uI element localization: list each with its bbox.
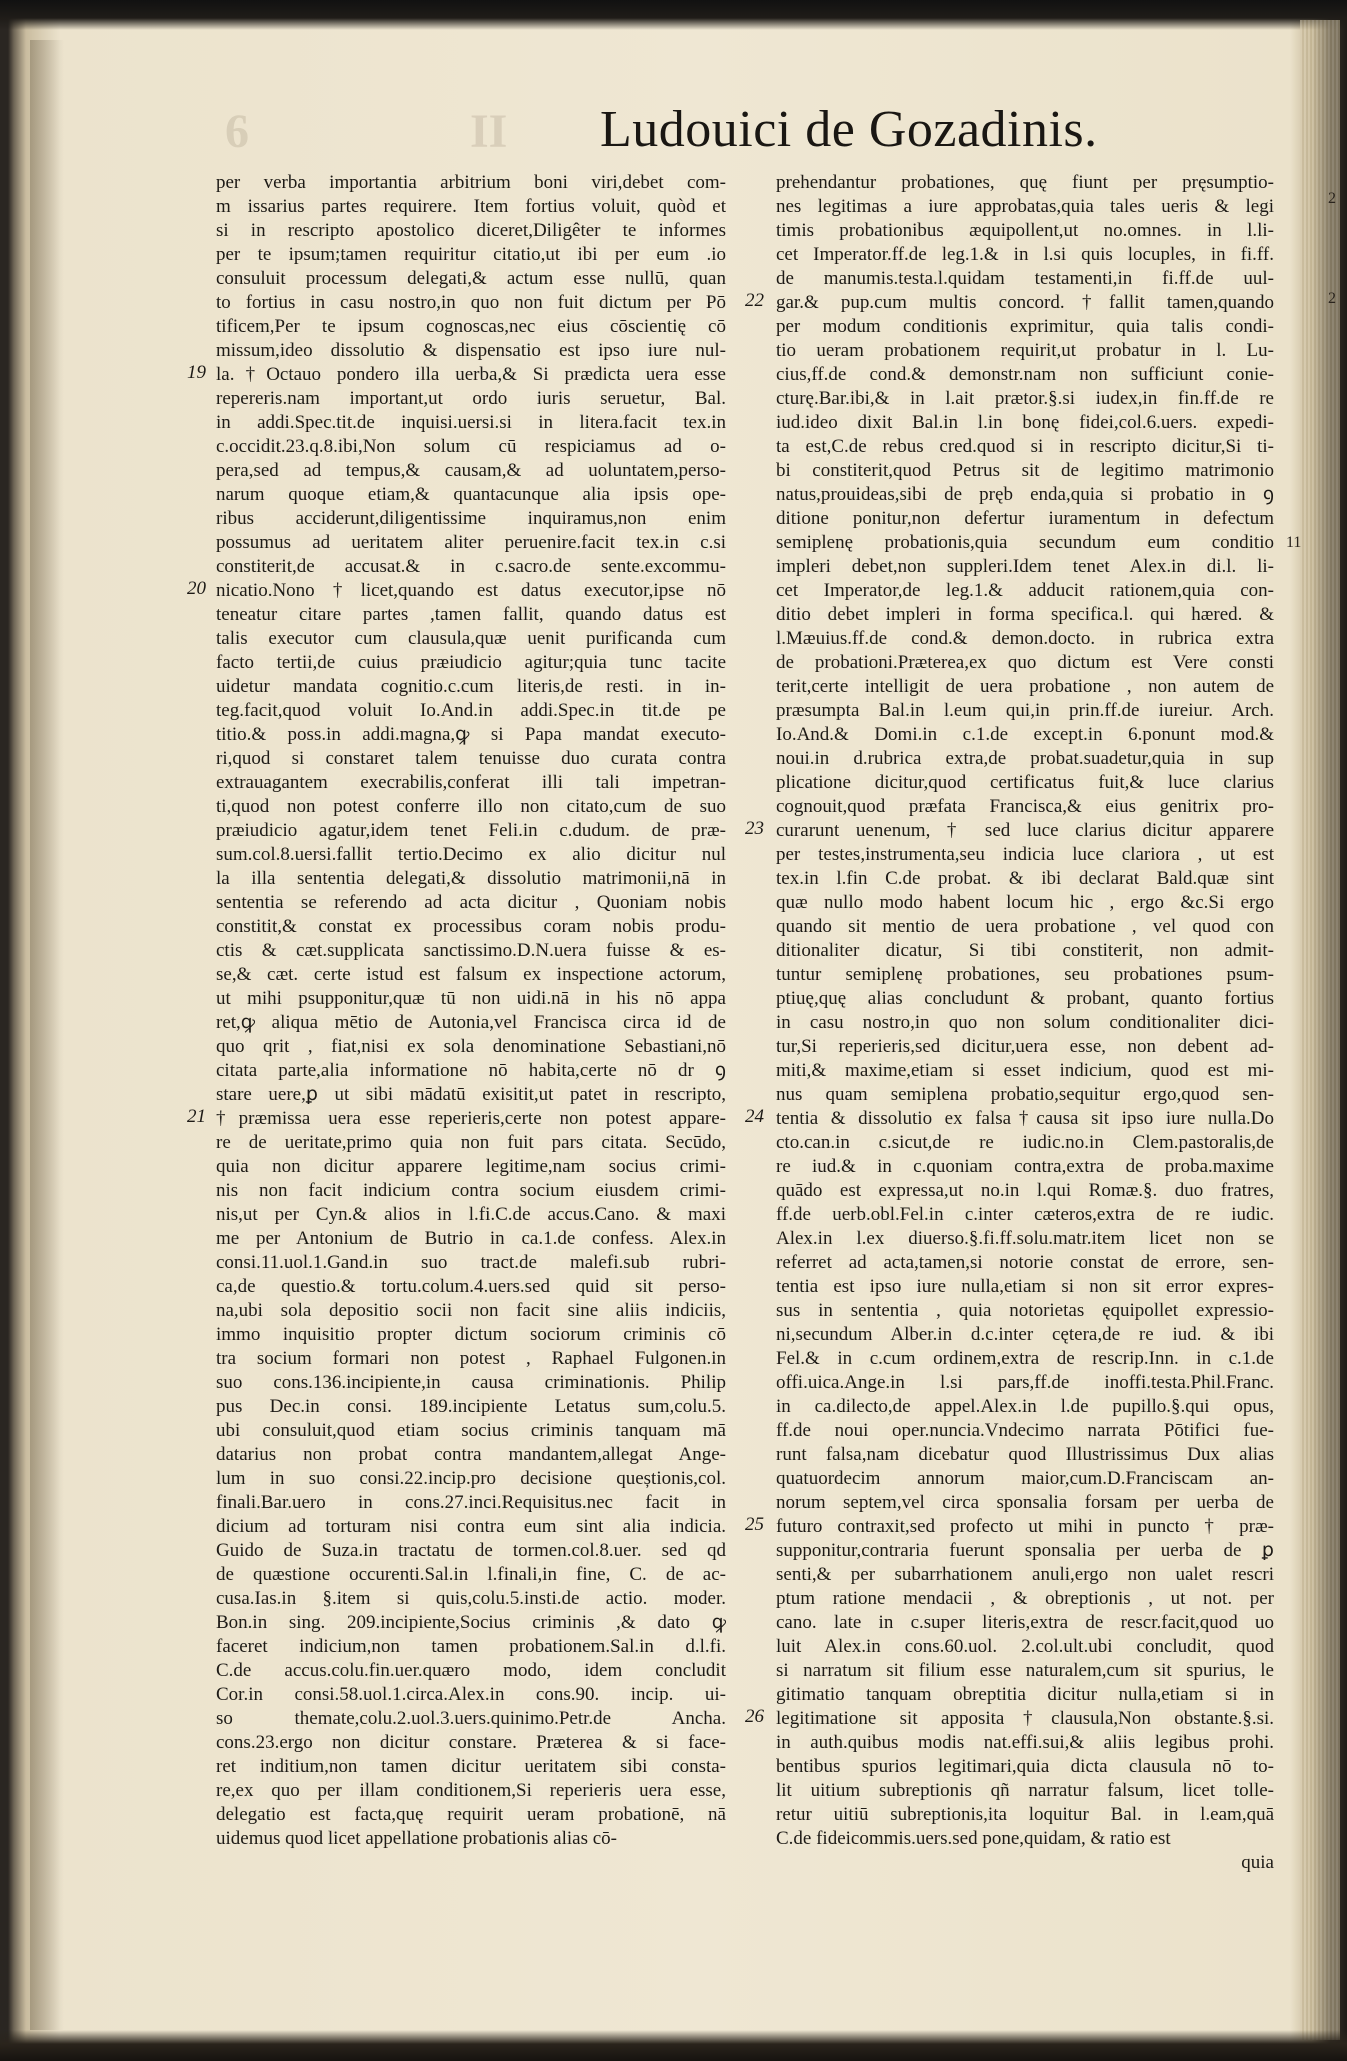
text-line: ctis & cæt.supplicata sanctissimo.D.N.uera fuisse & es- [216,940,726,961]
text-line: extrauagantem execrabilis,conferat illi tali impetran- [216,772,726,793]
text-line: C.de accus.colu.fin.uer.quæro modo, idem concludit [216,1660,726,1681]
text-line: Io.And.& Domi.in c.1.de except.in 6.ponunt mod.& [776,724,1274,745]
text-line: natus,prouideas,sibi de pręb enda,quia si probatio in ꝯ [776,484,1274,505]
text-line: futuro contraxit,sed profecto ut mihi in puncto † præ- [776,1516,1274,1537]
text-line: Fel.& in c.cum ordinem,extra de rescrip.Inn. in c.1.de [776,1348,1274,1369]
margin-number: 21 [187,1106,206,1127]
text-line: quādo est expressa,ut no.in l.qui Romæ.§. duo fratres, [776,1180,1274,1201]
text-line: miti,& maxime,etiam si esset indicium, quod est mi- [776,1060,1274,1081]
margin-number: 26 [745,1706,764,1727]
gutter-fold [30,40,64,2030]
text-line: per modum conditionis exprimitur, quia talis condi- [776,316,1274,337]
text-line: consuluit processum delegati,& actum esse nullū, quan [216,268,726,289]
text-line: tio ueram probationem requirit,ut probatur in l. Lu- [776,340,1274,361]
left-column [216,171,726,1851]
text-line: in addi.Spec.tit.de inquisi.uersi.si in litera.facit tex.in [216,412,726,433]
text-line: finali.Bar.uero in cons.27.inci.Requisitus.nec facit in [216,1492,726,1513]
text-line: me per Antonium de Butrio in ca.1.de confess. Alex.in [216,1228,726,1249]
text-line: ut mihi psupponitur,quæ tū non uidi.nā in his nō appa [216,988,726,1009]
text-line: l.Mæuius.ff.de cond.& demon.docto. in rubrica extra [776,628,1274,649]
text-line: faceret indicium,non tamen probationem.Sal.in d.l.fi. [216,1636,726,1657]
text-line: titio.& poss.in addi.magna,ꝙ si Papa mandat executo- [216,724,726,745]
text-line: ret inditium,non tamen dicitur ueritatem sibi consta- [216,1756,726,1777]
text-line: ni,secundum Alber.in d.c.inter cętera,de re iud. & ibi [776,1324,1274,1345]
text-line: la.†Octauo pondero illa uerba,& Si prædicta uera esse [216,364,726,385]
text-line: ptum ratione mendacii , & obreptionis , ut not. per [776,1588,1274,1609]
text-line: ribus acciderunt,diligentissime inquiramus,non enim [216,508,726,529]
margin-number: 23 [745,818,764,839]
text-line: luit Alex.in cons.60.uol. 2.col.ult.ubi concludit, quod [776,1636,1274,1657]
text-line: datarius non probat contra mandantem,allegat Ange- [216,1444,726,1465]
text-line: plicatione dicitur,quod certificatus fuit,& luce clarius [776,772,1274,793]
text-line: de manumis.testa.l.quidam testamenti,in fi.ff.de uul- [776,268,1274,289]
text-line: in casu nostro,in quo non solum conditionaliter dici- [776,1012,1274,1033]
text-line: nis,ut per Cyn.& alios in l.fi.C.de accus.Cano. & maxi [216,1204,726,1225]
text-line: timis probationibus æquipollent,ut no.omnes. in l.li- [776,220,1274,241]
margin-number: 25 [745,1514,764,1535]
text-line: præiudicio agatur,idem tenet Feli.in c.dudum. de præ- [216,820,726,841]
text-line: noui.in d.rubrica extra,de probat.suadetur,quia in sup [776,748,1274,769]
text-line: nes legitimas a iure approbatas,quia tales ueris & legi [776,196,1274,217]
text-line: nicatio.Nono†licet,quando est datus executor,ipse nō [216,580,726,601]
text-line: delegatio est facta,quę requirit ueram probationē, nā [216,1804,726,1825]
text-line: re iud.& in c.quoniam contra,extra de proba.maxime [776,1156,1274,1177]
margin-number: 24 [745,1106,764,1127]
text-line: quia non dicitur apparere legitime,nam socius crimi- [216,1156,726,1177]
text-line: uidemus quod licet appellatione probationis alias cō- [216,1828,618,1849]
text-line: quando sit mentio de uera probatione , vel quod con [776,916,1274,937]
margin-number: 22 [745,290,764,311]
text-line: C.de fideicommis.uers.sed pone,quidam, & ratio est [776,1828,1171,1849]
text-line: ff.de noui oper.nuncia.Vndecimo narrata Pōtifici fue- [776,1420,1274,1441]
show-through-numeral: II [470,105,508,158]
text-line: cusa.Ias.in §.item si quis,colu.5.insti.de actio. moder. [216,1588,726,1609]
text-line: consi.11.uol.1.Gand.in suo tract.de malefi.sub rubri- [216,1252,726,1273]
text-line: ditione ponitur,non defertur iuramentum in defectum [776,508,1274,529]
text-line: gar.& pup.cum multis concord.†fallit tamen,quando [776,292,1274,313]
text-line: de quæstione occurenti.Sal.in l.finali,in fine, C. de ac- [216,1564,726,1585]
text-line: cognouit,quod præfata Francisca,& eius genitrix pro- [776,796,1274,817]
text-line: pus Dec.in consi. 189.incipiente Letatus sum,colu.5. [216,1396,726,1417]
text-line: tentia & dissolutio ex falsa†causa sit ipso iure nulla.Do [776,1108,1274,1129]
text-line: tuntur semiplenę probationes, seu probationes psum- [776,964,1274,985]
text-line: si in rescripto apostolico diceret,Diligêter te informes [216,220,726,241]
text-line: Cor.in consi.58.uol.1.circa.Alex.in cons.90. incip. ui- [216,1684,726,1705]
text-line: possumus ad ueritatem aliter peruenire.facit tex.in c.si [216,532,726,553]
page-edges [1300,20,1340,2040]
text-line: per testes,instrumenta,seu indicia luce clariora , ut est [776,844,1274,865]
text-line: immo inquisitio propter dictum sociorum criminis cō [216,1324,726,1345]
text-line: Alex.in l.ex diuerso.§.fi.ff.solu.matr.item licet non se [776,1228,1274,1249]
top-shadow [0,0,1347,30]
text-line: citata parte,alia informatione nō habita,certe nō dr ꝯ [216,1060,726,1081]
text-line: cius,ff.de cond.& demonstr.nam non sufficiunt conie- [776,364,1274,385]
text-line: cano. late in c.super literis,extra de rescr.facit,quod uo [776,1612,1274,1633]
text-line: referret ad acta,tamen,si notorie constat de errore, sen- [776,1252,1274,1273]
text-line: impleri debet,non suppleri.Idem tenet Alex.in di.l. li- [776,556,1274,577]
text-line: na,ubi sola depositio socii non facit sine aliis indiciis, [216,1300,726,1321]
text-line: nus quam semiplena probatio,sequitur ergo,quod sen- [776,1084,1274,1105]
text-line: quæ nullo modo habent locum hic , ergo &c.Si ergo [776,892,1274,913]
text-line: terit,certe intelligit de uera probatione , non autem de [776,676,1274,697]
running-head: Ludouici de Gozadinis. [600,101,1098,158]
text-line: sententia se referendo ad acta dicitur , Quoniam nobis [216,892,726,913]
text-line: nis non facit indicium contra socium eiusdem crimi- [216,1180,726,1201]
text-line: Guido de Suza.in tractatu de tormen.col.8.uer. sed qd [216,1540,726,1561]
text-line: re de ueritate,primo quia non fuit pars citata. Secūdo, [216,1132,726,1153]
show-through-numeral-right: 6 [225,105,249,158]
text-line: la illa sententia delegati,& dissolutio matrimonii,nā in [216,868,726,889]
right-column [776,171,1274,1875]
catchword: quia [1241,1852,1274,1873]
text-line: in ca.dilecto,de appel.Alex.in l.de pupillo.§.qui opus, [776,1396,1274,1417]
text-line: si narratum sit filium esse naturalem,cum sit spurius, le [776,1660,1274,1681]
text-line: teneatur citare partes ,tamen fallit, quando datus est [216,604,726,625]
text-line: cturę.Bar.ibi,& in l.ait prætor.§.si iudex,in fin.ff.de re [776,388,1274,409]
text-line: cet Imperator.ff.de leg.1.& in l.si quis locuples, in fi.ff. [776,244,1274,265]
text-line: præsumpta Bal.in l.eum qui,in prin.ff.de iureiur. Arch. [776,700,1274,721]
text-line: narum quoque etiam,& quantacunque alia ipsis ope- [216,484,726,505]
text-line: retur uitiū subreptionis,ita loquitur Bal. in l.eam,quā [776,1804,1274,1825]
facing-page-mark: 11 [1286,534,1302,551]
text-line: gitimatio tanquam obreptitia dicitur nulla,etiam si in [776,1684,1274,1705]
text-line: ptiuę,quę alias concludunt & probant, quanto fortius [776,988,1274,1009]
text-line: ditionaliter dicatur, Si tibi constiterit, non admit- [776,940,1274,961]
text-line: tra socium formari non potest , Raphael Fulgonen.in [216,1348,726,1369]
text-line: lit uitium subreptionis qñ narratur falsum, licet tolle- [776,1780,1274,1801]
text-line: tentia est ipso iure nulla,etiam si non sit error expres- [776,1276,1274,1297]
text-line: facto tertii,de cuius præiudicio agitur;quia tunc tacite [216,652,726,673]
text-line: Bon.in sing. 209.incipiente,Socius criminis ,& dato ꝙ [216,1612,726,1633]
text-line: tificem,Per te ipsum cognoscas,nec eius cōscientię cō [216,316,726,337]
text-line: repereris.nam important,ut ordo iuris seruetur, Bal. [216,388,726,409]
text-line: offi.uica.Ange.in l.si pars,ff.de inoffi.testa.Phil.Franc. [776,1372,1274,1393]
text-line: ditio debet impleri in forma specifica.l. qui hæred. & [776,604,1274,625]
text-line: bentibus spurios legitimari,quia dicta clausula nō to- [776,1756,1274,1777]
text-line: ri,quod si constaret talem tenuisse duo curata contra [216,748,726,769]
margin-number: 20 [187,578,206,599]
text-line: quatuordecim annorum maior,cum.D.Franciscam an- [776,1468,1274,1489]
text-line: ret,ꝙ aliqua mētio de Autonia,vel Francisca circa id de [216,1012,726,1033]
text-line: sum.col.8.uersi.fallit tertio.Decimo ex alio dicitur nul [216,844,726,865]
text-line: tur,Si reperieris,sed dicitur,uera esse, non debent ad- [776,1036,1274,1057]
text-line: talis executor cum clausula,quæ uenit purificanda cum [216,628,726,649]
text-line: supponitur,contraria fuerunt sponsalia per uerba de ꝑ [776,1540,1274,1561]
bottom-shadow [0,2030,1347,2061]
text-line: se,& cæt. certe istud est falsum ex inspectione actorum, [216,964,726,985]
text-line: lum in suo consi.22.incip.pro decisione queștionis,col. [216,1468,726,1489]
text-line: prehendantur probationes, quę fiunt per pręsumptio- [776,172,1274,193]
text-line: suo cons.136.incipiente,in causa criminationis. Philip [216,1372,726,1393]
text-line: legitimatione sit apposita†clausula,Non obstante.§.si. [776,1708,1274,1729]
text-line: per te ipsum;tamen requiritur citatio,ut ibi per eum .io [216,244,726,265]
text-line: constitit,& constat ex processibus coram nobis produ- [216,916,726,937]
text-line: uidetur mandata cognitio.c.cum literis,de resti. in in- [216,676,726,697]
text-line: m issarius partes requirere. Item fortius voluit, quòd et [216,196,726,217]
facing-page-mark: 2 [1328,190,1336,207]
text-line: senti,& per subarrhationem anuli,ergo non ualet rescri [776,1564,1274,1585]
text-line: quo qrit , fiat,nisi ex sola denominatione Sebastiani,nō [216,1036,726,1057]
text-line: constiterit,de accusat.& in c.sacro.de sente.excommu- [216,556,726,577]
text-line: tex.in l.fin C.de probat. & ibi declarat Bald.quæ sint [776,868,1274,889]
text-line: ff.de uerb.obl.Fel.in c.inter cæteros,extra de re iudic. [776,1204,1274,1225]
text-line: re,ex quo per illam conditionem,Si reperieris uera esse, [216,1780,726,1801]
text-line: so themate,colu.2.uol.3.uers.quinimo.Petr.de Ancha. [216,1708,726,1729]
text-line: in auth.quibus modis nat.effi.sui,& aliis legibus prohi. [776,1732,1274,1753]
text-line: norum septem,vel circa sponsalia forsam per uerba de [776,1492,1274,1513]
text-line: cet Imperator,de leg.1.& adducit rationem,quia con- [776,580,1274,601]
text-line: to fortius in casu nostro,in quo non fuit dictum per Pō [216,292,726,313]
text-line: ta est,C.de rebus cred.quod si in rescripto dicitur,Si ti- [776,436,1274,457]
facing-page-mark: 2 [1328,290,1336,307]
text-line: dicium ad torturam nisi contra eum sint alia indicia. [216,1516,726,1537]
text-line: pera,sed ad tempus,& causam,& ad uoluntatem,perso- [216,460,726,481]
text-line: cons.23.ergo non dicitur constare. Præterea & si face- [216,1732,726,1753]
text-line: teg.facit,quod voluit Io.And.in addi.Spec.in tit.de pe [216,700,726,721]
text-line: †præmissa uera esse reperieris,certe non potest appare- [216,1108,726,1129]
text-line: curarunt uenenum, † sed luce clarius dicitur apparere [776,820,1274,841]
text-line: bi constiterit,quod Petrus sit de legitimo matrimonio [776,460,1274,481]
text-line: iud.ideo dixit Bal.in l.in bonę fidei,col.6.uers. expedi- [776,412,1274,433]
text-line: ubi consuluit,quod etiam socius criminis tanquam mā [216,1420,726,1441]
text-line: per verba importantia arbitrium boni viri,debet com- [216,172,726,193]
text-line: semiplenę probationis,quia secundum eum conditio [776,532,1274,553]
text-line: ti,quod non potest conferre illo non citato,cum de suo [216,796,726,817]
text-line: ca,de questio.& tortu.colum.4.uers.sed quid sit perso- [216,1276,726,1297]
text-line: sus in sententia , quia notorietas ęquipollet expressio- [776,1300,1274,1321]
text-line: cto.can.in c.sicut,de re iudic.no.in Clem.pastoralis,de [776,1132,1274,1153]
text-line: de probationi.Præterea,ex quo dictum est Vere consti [776,652,1274,673]
margin-number: 19 [187,362,206,383]
text-line: c.occidit.23.q.8.ibi,Non solum cū respiciamus ad o- [216,436,726,457]
text-line: missum,ideo dissolutio & dispensatio est ipso iure nul- [216,340,726,361]
text-line: stare uere,ꝑ ut sibi mādatū exisitit,ut patet in rescripto, [216,1084,726,1105]
text-line: runt falsa,nam dicebatur quod Illustrissimus Dux alias [776,1444,1274,1465]
